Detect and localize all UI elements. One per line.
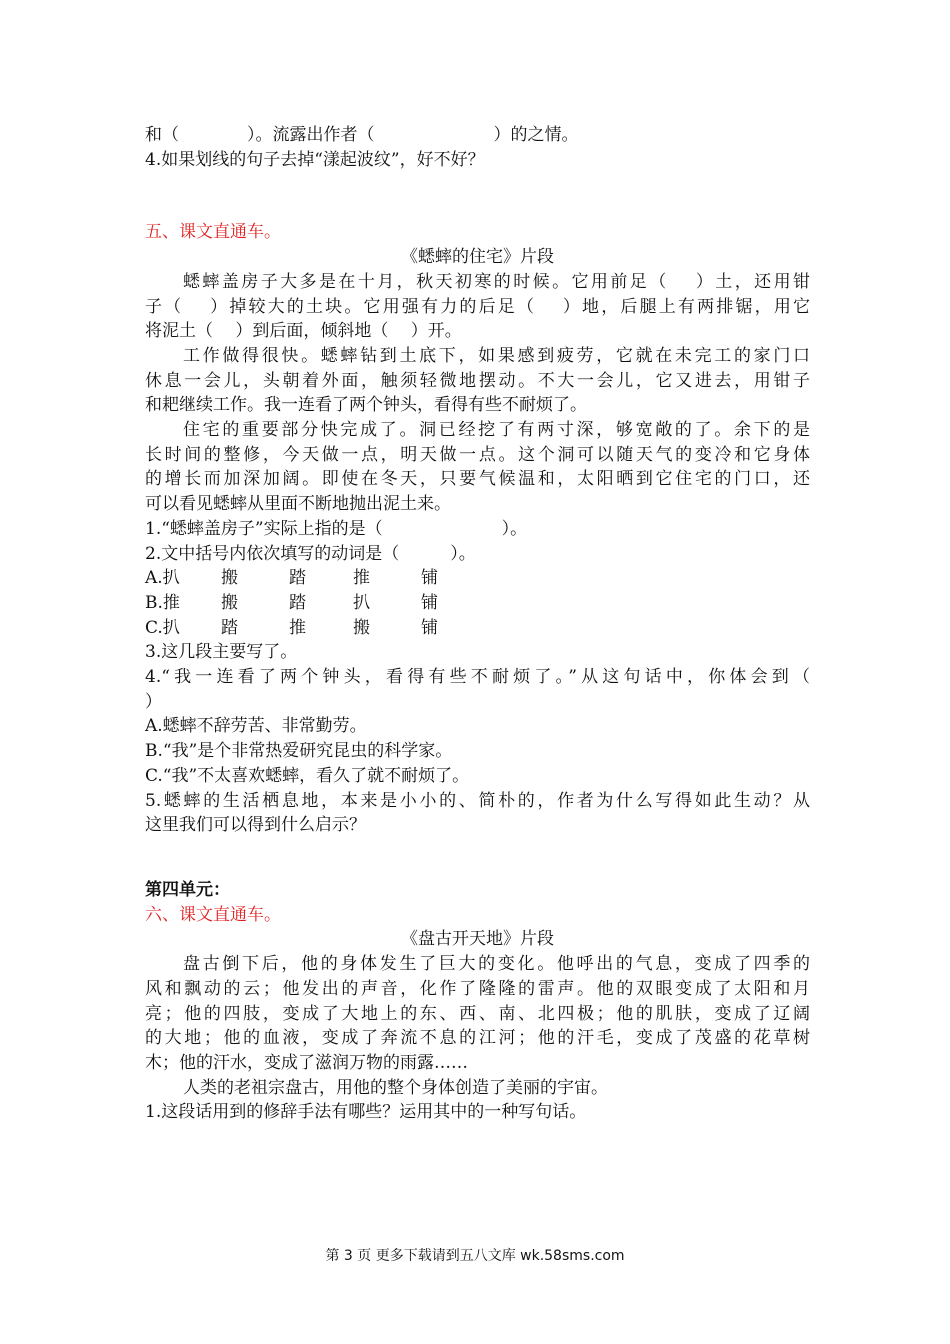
answer-line: 和（ ）。流露出作者（ ）的之情。 bbox=[145, 125, 579, 145]
question-4: 4.“我一连看了两个钟头，看得有些不耐烦了。”从这句话中，你体会到（ bbox=[145, 667, 810, 688]
text-line: 的增长而加深加阔。即使在冬天，只要气候温和，太阳晒到它住宅的门口，还 bbox=[145, 469, 810, 490]
question-4-option-a: A.蟋蟀不辞劳苦、非常勤劳。 bbox=[145, 716, 367, 737]
option-word: 搬 bbox=[221, 568, 238, 589]
option-c bbox=[145, 616, 810, 641]
option-word: 搬 bbox=[353, 617, 370, 638]
question-4-cont: ） bbox=[145, 691, 162, 712]
option-word: 踏 bbox=[289, 592, 306, 613]
text-line: 木；他的汗水，变成了滋润万物的雨露…… bbox=[145, 1052, 468, 1073]
section-6-title: 《盘古开天地》片段 bbox=[401, 929, 554, 950]
section-5-paragraph-3 bbox=[145, 418, 810, 517]
option-word: B.推 bbox=[145, 592, 180, 613]
section-6-paragraph-2: 人类的老祖宗盘古，用他的整个身体创造了美丽的宇宙。 bbox=[183, 1077, 608, 1098]
section-6-paragraph-1 bbox=[145, 952, 810, 1076]
option-word: 踏 bbox=[221, 617, 238, 638]
section-6-question-1: 1.这段话用到的修辞手法有哪些？运用其中的一种写句话。 bbox=[145, 1102, 587, 1123]
page-content bbox=[145, 123, 810, 1125]
text-line: 休息一会儿，头朝着外面，触须轻微地摆动。不大一会儿，它又进去，用钳子 bbox=[145, 370, 810, 391]
text-line: 蟋蟀盖房子大多是在十月，秋天初寒的时候。它用前足（ ）土，还用钳 bbox=[183, 271, 810, 292]
text-line: 亮；他的四肢，变成了大地上的东、西、南、北四极；他的肌肤，变成了辽阔 bbox=[145, 1003, 810, 1024]
option-word: C.扒 bbox=[145, 617, 180, 638]
text-line: 和耙继续工作。我一连看了两个钟头，看得有些不耐烦了。 bbox=[145, 395, 587, 416]
text-line: 的大地；他的血液，变成了奔流不息的江河；他的汗毛，变成了茂盛的花草树 bbox=[145, 1028, 810, 1049]
option-word: 铺 bbox=[421, 568, 438, 589]
option-a bbox=[145, 566, 810, 591]
option-b bbox=[145, 591, 810, 616]
question-5-cont: 这里我们可以得到什么启示？ bbox=[145, 815, 366, 836]
text-line: 盘古倒下后，他的身体发生了巨大的变化。他呼出的气息，变成了四季的 bbox=[183, 954, 810, 975]
section-5-paragraph-2 bbox=[145, 344, 810, 418]
question-2: 2.文中括号内依次填写的动词是（ ）。 bbox=[145, 543, 476, 564]
option-word: 踏 bbox=[289, 568, 306, 589]
question-3: 3.这几段主要写了。 bbox=[145, 642, 298, 663]
question-4-option-b: B.“我”是个非常热爱研究昆虫的科学家。 bbox=[145, 741, 453, 762]
section-5-heading: 五、课文直通车。 bbox=[145, 222, 281, 243]
question-4-prev: 4.如果划线的句子去掉“漾起波纹”，好不好？ bbox=[145, 149, 485, 170]
text-line: 长时间的整修，今天做一点，明天做一点。这个洞可以随天气的变冷和它身体 bbox=[145, 444, 810, 465]
text-line: 将泥土（ ）到后面，倾斜地（ ）开。 bbox=[145, 321, 462, 342]
unit-4-heading: 第四单元： bbox=[145, 879, 230, 900]
section-6-heading: 六、课文直通车。 bbox=[145, 904, 281, 925]
section-5-title: 《蟋蟀的住宅》片段 bbox=[401, 247, 554, 268]
section-5-paragraph-1 bbox=[145, 270, 810, 344]
option-word: 推 bbox=[353, 568, 370, 589]
option-word: 铺 bbox=[421, 617, 438, 638]
question-4-option-c: C.“我”不太喜欢蟋蟀，看久了就不耐烦了。 bbox=[145, 765, 470, 786]
text-line: 子（ ）掉较大的土块。它用强有力的后足（ ）地，后腿上有两排锯，用它 bbox=[145, 296, 810, 317]
question-1: 1.“蟋蟀盖房子”实际上指的是（ ）。 bbox=[145, 518, 528, 539]
page-footer: 第 3 页 更多下载请到五八文库 wk.58sms.com bbox=[325, 1248, 625, 1264]
option-word: 推 bbox=[289, 617, 306, 638]
text-line: 风和飘动的云；他发出的声音，化作了隆隆的雷声。他的双眼变成了太阳和月 bbox=[145, 978, 810, 999]
text-line: 住宅的重要部分快完成了。洞已经挖了有两寸深，够宽敞的了。余下的是 bbox=[183, 420, 810, 441]
question-5: 5.蟋蟀的生活栖息地，本来是小小的、简朴的，作者为什么写得如此生动？从 bbox=[145, 790, 810, 811]
text-line: 可以看见蟋蟀从里面不断地抛出泥土来。 bbox=[145, 494, 451, 515]
text-line: 工作做得很快。蟋蟀钻到土底下，如果感到疲劳，它就在未完工的家门口 bbox=[183, 345, 810, 366]
option-word: 搬 bbox=[221, 592, 238, 613]
option-word: 铺 bbox=[421, 592, 438, 613]
option-word: A.扒 bbox=[145, 568, 180, 589]
option-word: 扒 bbox=[353, 592, 370, 613]
